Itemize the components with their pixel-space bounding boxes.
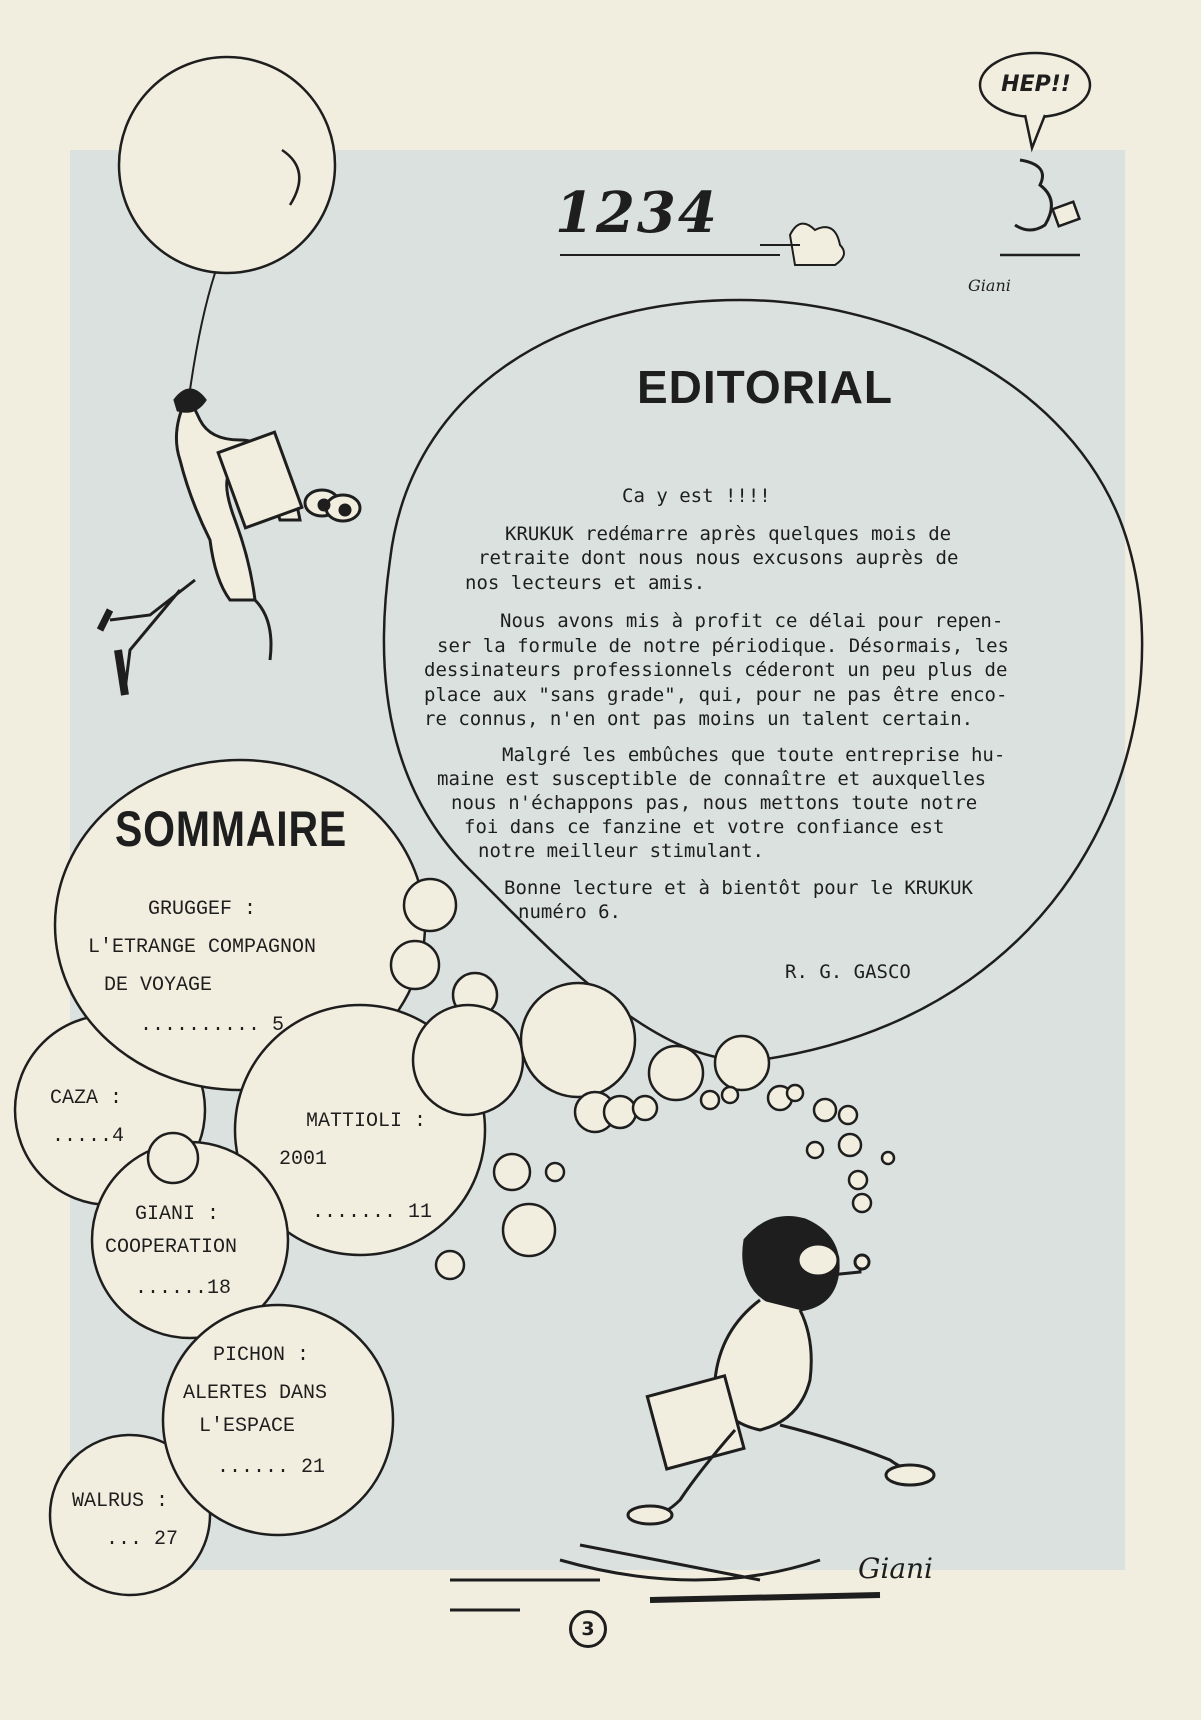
editorial-p3-line5: notre meilleur stimulant.	[478, 840, 764, 862]
toc-entry-caza-author: CAZA :	[50, 1087, 123, 1110]
toc-entry-mattioli-author: MATTIOLI :	[306, 1110, 427, 1133]
toc-entry-walrus-author: WALRUS :	[72, 1490, 169, 1513]
editorial-p1-line2: retraite dont nous nous excusons auprès de	[478, 547, 959, 569]
toc-entry-pichon-author: PICHON :	[213, 1344, 310, 1367]
editorial-p4-line2: numéro 6.	[518, 901, 621, 923]
page-number: 3	[569, 1610, 607, 1648]
toc-entry-pichon-page: ...... 21	[217, 1456, 326, 1479]
artist-signature-small: Giani	[968, 276, 1011, 295]
toc-entry-gruggef-title2: DE VOYAGE	[104, 974, 213, 997]
editorial-signature: R. G. GASCO	[785, 961, 911, 983]
toc-entry-giani-title: COOPERATION	[105, 1236, 238, 1259]
editorial-opening: Ca y est !!!!	[622, 485, 771, 507]
editorial-p3-line3: nous n'échappons pas, nous mettons toute notre	[451, 792, 978, 814]
toc-entry-gruggef-title1: L'ETRANGE COMPAGNON	[88, 936, 317, 959]
toc-entry-caza-page: .....4	[52, 1125, 125, 1148]
toc-entry-gruggef-author: GRUGGEF :	[148, 898, 257, 921]
issue-digits-drawing: 1234	[555, 180, 719, 246]
hep-speech-text: HEP!!	[1001, 72, 1071, 97]
editorial-p2-line4: place aux "sans grade", qui, pour ne pas être enco-	[424, 684, 1008, 706]
editorial-title: EDITORIAL	[636, 361, 894, 413]
editorial-p3-line4: foi dans ce fanzine et votre confiance est	[464, 816, 945, 838]
editorial-p3-line1: Malgré les embûches que toute entreprise hu-	[502, 744, 1006, 766]
toc-entry-pichon-title2: L'ESPACE	[199, 1415, 296, 1438]
editorial-p1-line1: KRUKUK redémarre après quelques mois de	[505, 523, 952, 545]
toc-entry-giani-author: GIANI :	[135, 1203, 220, 1226]
editorial-p1-line3: nos lecteurs et amis.	[465, 572, 706, 594]
toc-entry-mattioli-page: ....... 11	[312, 1201, 433, 1224]
editorial-p2-line3: dessinateurs professionnels céderont un peu plus de	[424, 659, 1008, 681]
toc-entry-gruggef-page: .......... 5	[140, 1014, 285, 1037]
artist-signature: Giani	[858, 1552, 934, 1585]
editorial-p4-line1: Bonne lecture et à bientôt pour le KRUKUK	[504, 877, 973, 899]
sommaire-title: SOMMAIRE	[115, 801, 348, 857]
balloon-illustration	[119, 57, 335, 390]
editorial-p2-line1: Nous avons mis à profit ce délai pour repen-	[500, 610, 1004, 632]
thought-bubbles	[391, 879, 894, 1279]
flying-number-character	[100, 390, 360, 695]
editorial-p3-line2: maine est susceptible de connaître et auxquelles	[437, 768, 987, 790]
toc-entry-mattioli-title: 2001	[279, 1148, 328, 1171]
editorial-p2-line5: re connus, n'en ont pas moins un talent certain.	[424, 708, 974, 730]
editorial-p2-line2: ser la formule de notre périodique. Désormais, les	[437, 635, 1009, 657]
toc-entry-walrus-page: ... 27	[106, 1528, 179, 1551]
toc-entry-pichon-title1: ALERTES DANS	[183, 1382, 328, 1405]
toc-entry-giani-page: ......18	[135, 1277, 232, 1300]
